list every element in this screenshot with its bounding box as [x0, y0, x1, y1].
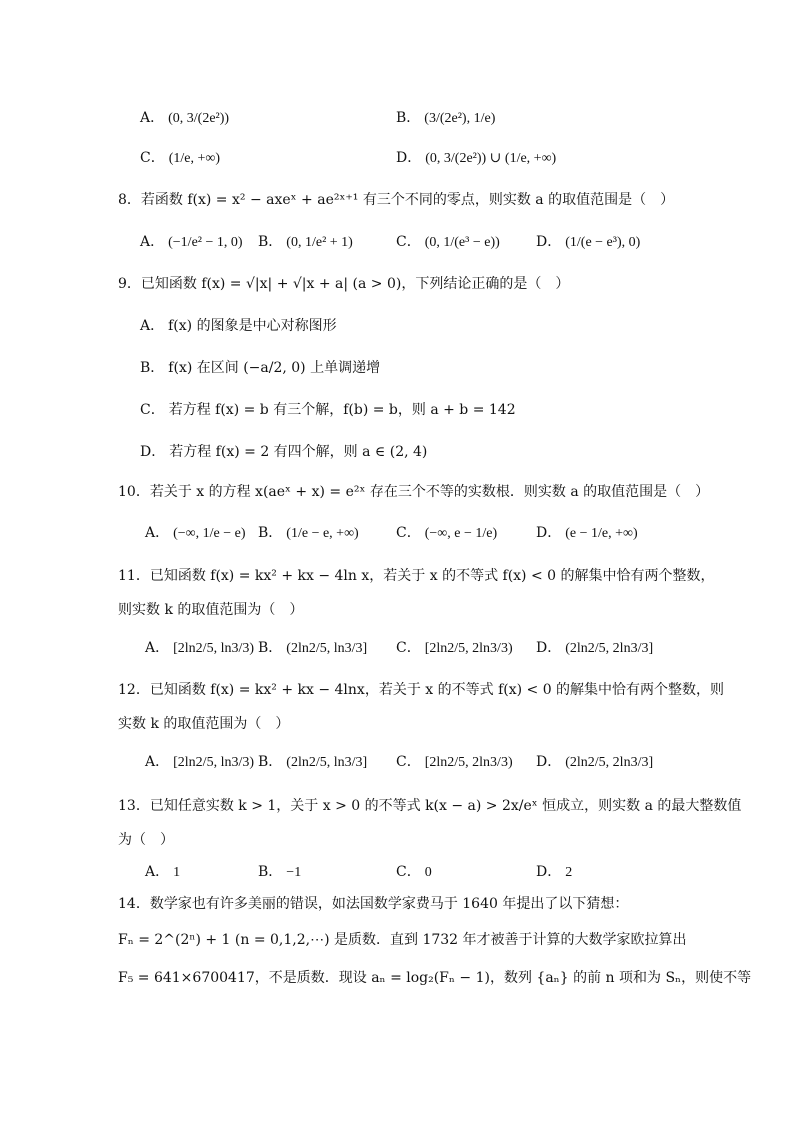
option-text: 若方程 f(x) = b 有三个解，f(b) = b，则 a + b = 142: [168, 402, 516, 418]
question-14-line-1: 14．数学家也有许多美丽的错误，如法国数学家费马于 1640 年提出了以下猜想：: [118, 896, 629, 912]
option-text: (−∞, e − 1/e): [424, 526, 498, 541]
option-label: D．: [140, 444, 166, 460]
option-label: D．: [536, 640, 562, 656]
option-label: C．: [396, 525, 421, 541]
q9-option-b: [140, 358, 380, 378]
option-label: C．: [396, 640, 421, 656]
option-label: A．: [140, 234, 165, 250]
question-13-stem-line-1: 13．已知任意实数 k > 1，关于 x > 0 的不等式 k(x − a) > 2x/eˣ 恒成立，则实数 a 的最大整数值: [118, 798, 742, 814]
q12-option-c: [396, 752, 513, 773]
option-text: [2ln2/5, 2ln3/3): [424, 755, 513, 770]
q9-option-c: [140, 400, 516, 420]
option-text: (1/e, +∞): [168, 151, 221, 166]
option-text: (3/(2e²), 1/e): [424, 111, 496, 126]
option-label: B．: [258, 754, 283, 770]
prev-option-c: [140, 148, 220, 169]
option-text: [2ln2/5, 2ln3/3): [424, 641, 513, 656]
option-text: (2ln2/5, ln3/3]: [286, 641, 368, 656]
question-14-line-3: F₅ = 641×6700417，不是质数．现设 aₙ = log₂(Fₙ − 1)，数列 {aₙ} 的前 n 项和为 Sₙ，则使不等: [118, 970, 752, 986]
question-11-stem-line-1: 11．已知函数 f(x) = kx² + kx − 4ln x，若关于 x 的不等式 f(x) < 0 的解集中恰有两个整数，: [118, 568, 715, 584]
q10-option-c: [396, 523, 497, 544]
question-13-stem-line-2: 为（ ）: [118, 832, 174, 848]
q8-option-b: [258, 232, 353, 253]
q9-option-a: [140, 316, 337, 336]
option-text: (1/(e − e³), 0): [565, 235, 641, 250]
option-text: (0, 3/(2e²)): [168, 111, 230, 126]
option-label: D．: [536, 864, 562, 880]
option-text: [2ln2/5, ln3/3): [173, 641, 255, 656]
q10-option-b: [258, 523, 359, 544]
prev-option-a: [140, 108, 229, 129]
option-label: A．: [145, 754, 170, 770]
q11-option-d: [536, 638, 653, 659]
option-text: [2ln2/5, ln3/3): [173, 755, 255, 770]
option-label: D．: [396, 150, 422, 166]
option-text: 若方程 f(x) = 2 有四个解，则 a ∈ (2, 4): [169, 444, 428, 460]
option-text: 0: [424, 865, 432, 880]
q9-option-d: [140, 442, 427, 462]
option-text: f(x) 在区间 (−a/2, 0) 上单调递增: [168, 360, 381, 376]
option-label: D．: [536, 754, 562, 770]
option-label: B．: [140, 360, 165, 376]
question-12-stem-line-2: 实数 k 的取值范围为（ ）: [118, 716, 290, 732]
option-label: C．: [140, 402, 165, 418]
q10-option-d: [536, 523, 638, 544]
question-14-line-2: Fₙ = 2^(2ⁿ) + 1 (n = 0,1,2,⋯) 是质数．直到 1732 年才被善于计算的大数学家欧拉算出: [118, 932, 687, 948]
option-label: A．: [145, 864, 170, 880]
option-label: B．: [258, 234, 283, 250]
prev-option-d: [396, 148, 556, 169]
q13-option-b: [258, 862, 301, 883]
option-label: D．: [536, 234, 562, 250]
option-label: C．: [396, 234, 421, 250]
option-label: C．: [396, 754, 421, 770]
option-text: f(x) 的图象是中心对称图形: [168, 318, 337, 334]
q11-option-b: [258, 638, 367, 659]
q8-option-a: [140, 232, 243, 253]
option-text: (0, 3/(2e²)) ∪ (1/e, +∞): [425, 151, 557, 166]
option-text: 2: [565, 865, 573, 880]
q12-option-a: [145, 752, 254, 773]
option-label: B．: [258, 864, 283, 880]
option-label: B．: [396, 110, 421, 126]
option-text: (0, 1/e² + 1): [286, 235, 353, 250]
question-8-stem: 8．若函数 f(x) = x² − axeˣ + ae²ˣ⁺¹ 有三个不同的零点，则实数 a 的取值范围是（ ）: [118, 192, 675, 208]
option-text: (0, 1/(e³ − e)): [424, 235, 500, 250]
option-label: A．: [145, 640, 170, 656]
option-label: C．: [140, 150, 165, 166]
option-text: (−∞, 1/e − e): [173, 526, 246, 541]
q8-option-d: [536, 232, 640, 253]
q8-option-c: [396, 232, 500, 253]
q12-option-d: [536, 752, 653, 773]
prev-option-b: [396, 108, 495, 129]
option-label: B．: [258, 525, 283, 541]
q12-option-b: [258, 752, 367, 773]
q13-option-a: [145, 862, 180, 883]
option-text: (2ln2/5, ln3/3]: [286, 755, 368, 770]
option-label: A．: [140, 110, 165, 126]
question-11-stem-line-2: 则实数 k 的取值范围为（ ）: [118, 602, 304, 618]
question-10-stem: 10．若关于 x 的方程 x(aeˣ + x) = e²ˣ 存在三个不等的实数根．则实数 a 的取值范围是（ ）: [118, 484, 710, 500]
option-text: −1: [286, 865, 302, 880]
q11-option-c: [396, 638, 513, 659]
option-label: A．: [140, 318, 165, 334]
option-text: (1/e − e, +∞): [286, 526, 359, 541]
q13-option-d: [536, 862, 572, 883]
option-text: 1: [173, 865, 181, 880]
q11-option-a: [145, 638, 254, 659]
question-12-stem-line-1: 12．已知函数 f(x) = kx² + kx − 4lnx，若关于 x 的不等式 f(x) < 0 的解集中恰有两个整数，则: [118, 682, 725, 698]
option-text: (2ln2/5, 2ln3/3]: [565, 755, 654, 770]
option-text: (2ln2/5, 2ln3/3]: [565, 641, 654, 656]
option-text: (e − 1/e, +∞): [565, 526, 638, 541]
q10-option-a: [145, 523, 246, 544]
option-label: B．: [258, 640, 283, 656]
q13-option-c: [396, 862, 432, 883]
option-label: A．: [145, 525, 170, 541]
option-text: (−1/e² − 1, 0): [168, 235, 243, 250]
option-label: D．: [536, 525, 562, 541]
question-9-stem: 9．已知函数 f(x) = √|x| + √|x + a| (a > 0)，下列结论正确的是（ ）: [118, 276, 570, 292]
option-label: C．: [396, 864, 421, 880]
